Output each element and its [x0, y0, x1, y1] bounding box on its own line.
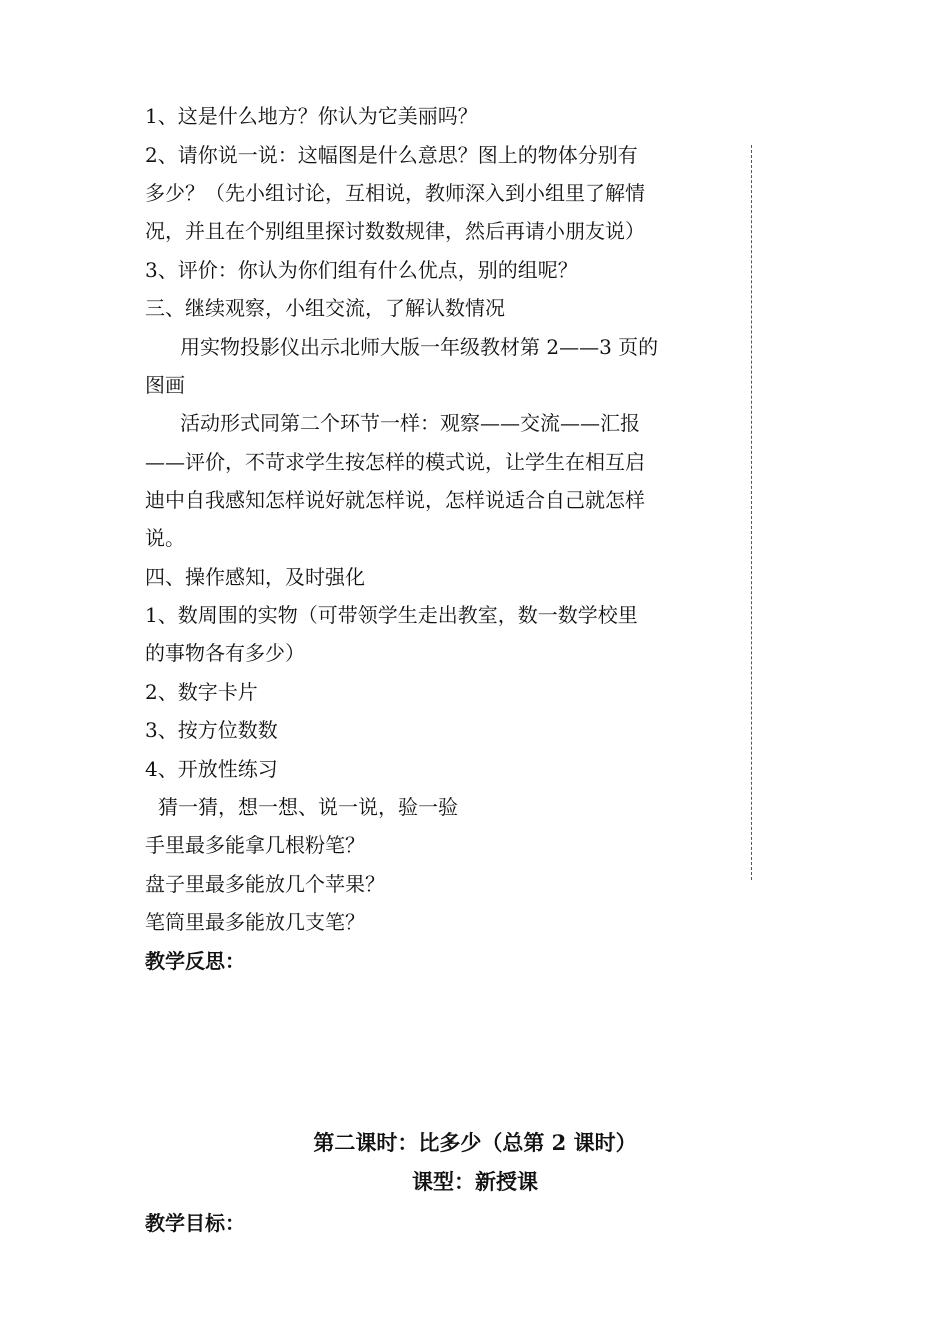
body-line: 1、这是什么地方？你认为它美丽吗？ [145, 104, 478, 128]
body-line: 3、按方位数数 [145, 718, 278, 742]
body-line: 3、评价：你认为你们组有什么优点，别的组呢？ [145, 258, 578, 282]
body-line: 猜一猜，想一想、说一说，验一验 [158, 795, 458, 819]
body-line: 的事物各有多少） [145, 641, 305, 665]
body-line: 说。 [145, 526, 185, 550]
body-line: 1、数周围的实物（可带领学生走出教室，数一数学校里 [145, 603, 638, 627]
lesson-title: 第二课时：比多少（总第 2 课时） [313, 1130, 637, 1155]
body-line: 图画 [145, 373, 185, 397]
body-line: 迪中自我感知怎样说好就怎样说，怎样说适合自己就怎样 [145, 488, 645, 512]
lesson-type: 课型：新授课 [412, 1169, 538, 1194]
body-line: 手里最多能拿几根粉笔？ [145, 833, 365, 857]
body-line: 用实物投影仪出示北师大版一年级教材第 2——3 页的 [180, 335, 659, 359]
body-line: 盘子里最多能放几个苹果？ [145, 872, 385, 896]
body-line: 2、请你说一说：这幅图是什么意思？图上的物体分别有 [145, 143, 638, 167]
body-line: 2、数字卡片 [145, 680, 258, 704]
body-line: 四、操作感知，及时强化 [145, 565, 365, 589]
objectives-heading: 教学目标： [145, 1211, 245, 1235]
body-line: 笔筒里最多能放几支笔？ [145, 910, 365, 934]
body-line: 况，并且在个别组里探讨数数规律，然后再请小朋友说） [145, 219, 645, 243]
margin-dashed-rule [751, 145, 752, 880]
body-line: 三、继续观察，小组交流，了解认数情况 [145, 296, 505, 320]
body-line: ——评价，不苛求学生按怎样的模式说，让学生在相互启 [145, 450, 645, 474]
body-line: 4、开放性练习 [145, 757, 278, 781]
reflection-heading: 教学反思： [145, 949, 245, 973]
body-line: 多少？（先小组讨论，互相说，教师深入到小组里了解情 [145, 181, 645, 205]
body-line: 活动形式同第二个环节一样：观察——交流——汇报 [180, 411, 640, 435]
